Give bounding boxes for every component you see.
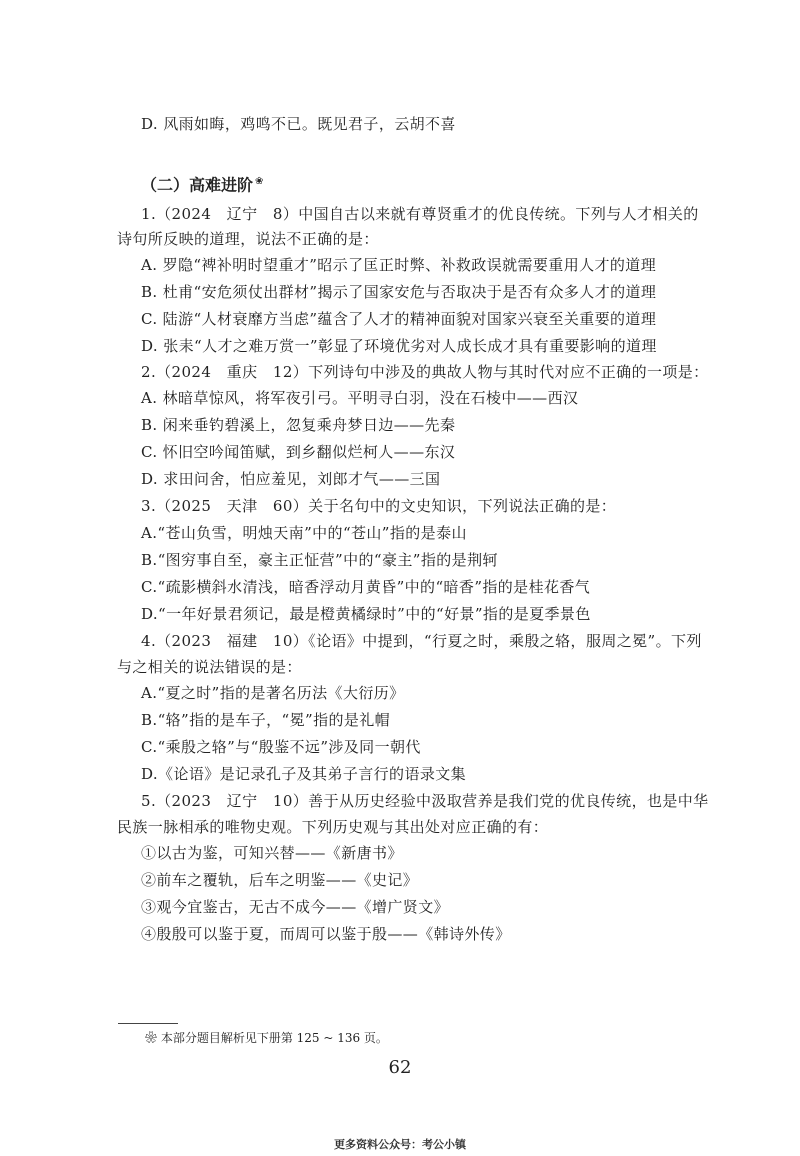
q1-stem-line-2: 诗句所反映的道理，说法不正确的是： (117, 230, 379, 248)
q2-option-a: A. 林暗草惊风，将军夜引弓。平明寻白羽，没在石棱中——西汉 (141, 389, 579, 407)
q4-stem-line-1: 4.（2023 福建 10）《论语》中提到，“行夏之时，乘殷之辂，服周之冕”。下列 (141, 632, 702, 650)
q3-option-d: D.“一年好景君须记，最是橙黄橘绿时”中的“好景”指的是夏季景色 (141, 605, 591, 623)
q5-stem-line-2: 民族一脉相承的唯物史观。下列历史观与其出处对应正确的有： (117, 818, 549, 836)
q1-option-d: D. 张耒“人才之难万赏一”彰显了环境优劣对人成长成才具有重要影响的道理 (141, 337, 657, 355)
q3-stem-line-1: 3.（2025 天津 60）关于名句中的文史知识，下列说法正确的是： (141, 497, 617, 515)
q1-option-c: C. 陆游“人材衰靡方当虑”蕴含了人才的精神面貌对国家兴衰至关重要的道理 (141, 310, 657, 328)
q1-stem-line-1: 1.（2024 辽宁 8）中国自古以来就有尊贤重才的优良传统。下列与人才相关的 (141, 205, 699, 223)
q5-stem-line-1: 5.（2023 辽宁 10）善于从历史经验中汲取营养是我们党的优良传统，也是中华 (141, 792, 709, 810)
q4-option-b: B.“辂”指的是车子，“冕”指的是礼帽 (141, 711, 391, 729)
page-number: 62 (388, 1057, 412, 1078)
q4-option-a: A.“夏之时”指的是著名历法《大衍历》 (141, 684, 405, 702)
footnote-divider (118, 1023, 178, 1024)
section-heading (141, 171, 263, 196)
q5-item-3: ③观今宜鉴古，无古不成今——《增广贤文》 (141, 898, 450, 916)
q5-item-2: ②前车之覆轨，后车之明鉴——《史记》 (141, 871, 419, 889)
top-line: D. 风雨如晦，鸡鸣不已。既见君子，云胡不喜 (141, 115, 456, 133)
q1-option-b: B. 杜甫“安危须仗出群材”揭示了国家安危与否取决于是否有众多人才的道理 (141, 283, 657, 301)
footnote: ❀ 本部分题目解析见下册第 125 ~ 136 页。 (145, 1031, 388, 1045)
q2-stem-line-1: 2.（2024 重庆 12）下列诗句中涉及的典故人物与其时代对应不正确的一项是： (141, 363, 709, 381)
section-heading-text: （二）高难进阶 (141, 175, 254, 195)
q2-option-c: C. 怀旧空吟闻笛赋，到乡翻似烂柯人——东汉 (141, 443, 456, 461)
q3-option-a: A.“苍山负雪，明烛天南”中的“苍山”指的是泰山 (141, 524, 467, 542)
q2-option-d: D. 求田问舍，怕应羞见，刘郎才气——三国 (141, 470, 441, 488)
q5-item-1: ①以古为鉴，可知兴替——《新唐书》 (141, 844, 403, 862)
q4-option-d: D.《论语》是记录孔子及其弟子言行的语录文集 (141, 765, 467, 783)
q3-option-b: B.“图穷事自至，豪主正怔营”中的“豪主”指的是荆轲 (141, 551, 498, 569)
q4-stem-line-2: 与之相关的说法错误的是： (117, 658, 302, 676)
q5-item-4: ④殷殷可以鉴于夏，而周可以鉴于殷——《韩诗外传》 (141, 925, 511, 943)
q3-option-c: C.“疏影横斜水清浅，暗香浮动月黄昏”中的“暗香”指的是桂花香气 (141, 578, 591, 596)
q1-option-a: A. 罗隐“裨补明时望重才”昭示了匡正时弊、补救政误就需要重用人才的道理 (141, 256, 657, 274)
flower-icon: ❀ (255, 176, 264, 187)
bottom-banner: 更多资料公众号：考公小镇 (334, 1138, 466, 1151)
q4-option-c: C.“乘殷之辂”与“殷鉴不远”涉及同一朝代 (141, 738, 421, 756)
q2-option-b: B. 闲来垂钓碧溪上，忽复乘舟梦日边——先秦 (141, 416, 456, 434)
